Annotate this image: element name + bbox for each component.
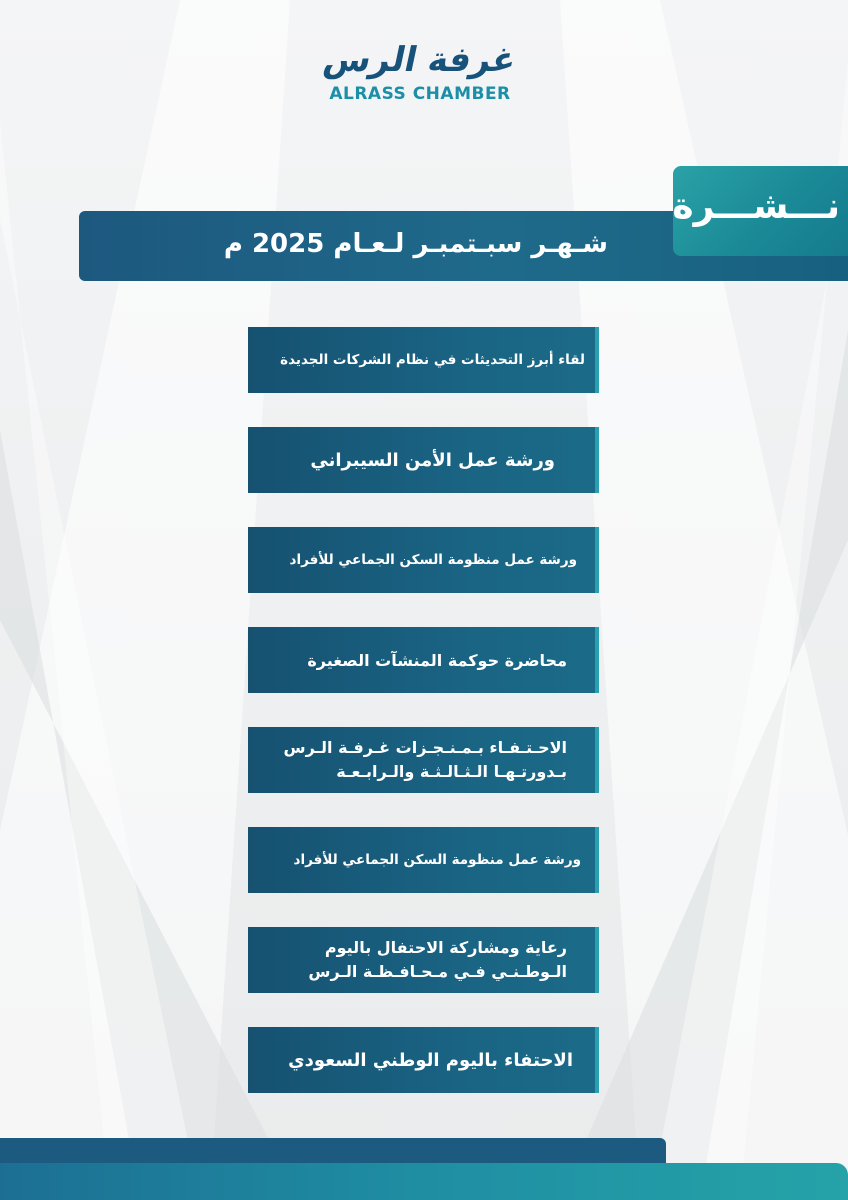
newsletter-badge-label: نـــشـــرة bbox=[672, 186, 840, 227]
event-item-line1: الاحـتـفـاء بـمـنـجـزات غـرفـة الـرس bbox=[283, 738, 567, 757]
footer-band-teal bbox=[0, 1163, 848, 1200]
event-item-line2: بـدورتـهـا الـثـالـثـة والـرابـعـة bbox=[336, 762, 567, 781]
event-item bbox=[248, 627, 599, 693]
logo-arabic-text: غرفة الرس bbox=[319, 40, 521, 80]
event-item bbox=[248, 427, 599, 493]
event-item-text: لقاء أبرز التحديثات في نظام الشركات الجديدة bbox=[280, 352, 585, 368]
event-item-line2: الـوطـنـي فـي مـحـافـظـة الـرس bbox=[308, 962, 567, 981]
event-item-line1: رعاية ومشاركة الاحتفال باليوم bbox=[324, 938, 567, 957]
event-item-text: ورشة عمل منظومة السكن الجماعي للأفراد bbox=[289, 552, 577, 568]
event-item-text: ورشة عمل الأمن السيبراني bbox=[310, 449, 555, 471]
event-item-text bbox=[284, 736, 567, 784]
event-item bbox=[248, 827, 599, 893]
event-item-text bbox=[308, 936, 567, 984]
event-item bbox=[248, 927, 599, 993]
newsletter-month-title: شـهـر سبـتمبـر لـعـام 2025 م bbox=[223, 229, 608, 259]
newsletter-badge bbox=[673, 166, 848, 256]
event-item bbox=[248, 1027, 599, 1093]
event-item-text: ورشة عمل منظومة السكن الجماعي للأفراد bbox=[293, 852, 581, 868]
event-item bbox=[248, 527, 599, 593]
alrass-chamber-logo bbox=[300, 40, 540, 104]
event-item bbox=[248, 327, 599, 393]
event-item bbox=[248, 727, 599, 793]
event-item-text: الاحتفاء باليوم الوطني السعودي bbox=[288, 1049, 573, 1071]
event-item-text: محاضرة حوكمة المنشآت الصغيرة bbox=[307, 650, 567, 670]
logo-english-text: ALRASS CHAMBER bbox=[329, 84, 511, 104]
